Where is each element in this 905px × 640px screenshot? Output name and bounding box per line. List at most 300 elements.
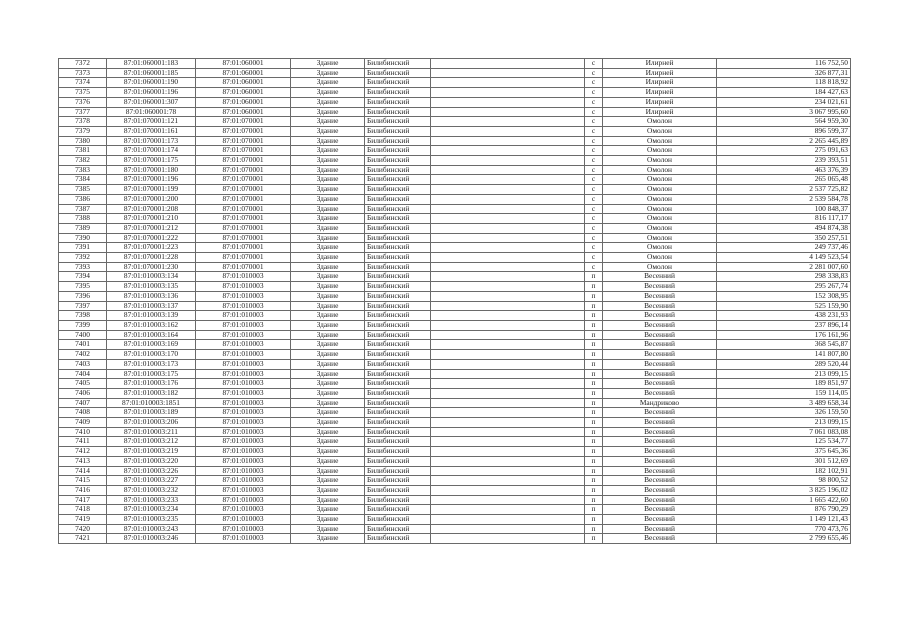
settlement-type-cell: п [585, 418, 603, 428]
cadastral-number-cell: 87:01:010003:189 [107, 408, 196, 418]
table-row [59, 408, 851, 418]
table-row [59, 437, 851, 447]
cadastral-block-cell: 87:01:010003 [196, 524, 291, 534]
district-cell: Билибинский [365, 495, 431, 505]
table-row [59, 320, 851, 330]
object-type-cell: Здание [291, 262, 365, 272]
address-blank-cell [431, 146, 585, 156]
cadastral-block-cell: 87:01:070001 [196, 185, 291, 195]
settlement-type-cell: п [585, 534, 603, 544]
cadastral-number-cell: 87:01:070001:173 [107, 136, 196, 146]
district-cell: Билибинский [365, 282, 431, 292]
cadastral-number-cell: 87:01:070001:222 [107, 233, 196, 243]
cadastral-number-cell: 87:01:070001:175 [107, 156, 196, 166]
cadastral-number-cell: 87:01:010003:173 [107, 359, 196, 369]
table-row [59, 369, 851, 379]
table-row [59, 311, 851, 321]
cadastral-block-cell: 87:01:010003 [196, 476, 291, 486]
district-cell: Билибинский [365, 427, 431, 437]
settlement-type-cell: с [585, 78, 603, 88]
district-cell: Билибинский [365, 272, 431, 282]
district-cell: Билибинский [365, 204, 431, 214]
table-row [59, 117, 851, 127]
settlement-type-cell: п [585, 311, 603, 321]
cadastral-number-cell: 87:01:070001:210 [107, 214, 196, 224]
object-type-cell: Здание [291, 117, 365, 127]
cadastral-number-cell: 87:01:010003:246 [107, 534, 196, 544]
cadastral-number-cell: 87:01:060001:307 [107, 97, 196, 107]
table-row [59, 136, 851, 146]
object-type-cell: Здание [291, 320, 365, 330]
row-number-cell: 7396 [59, 291, 107, 301]
row-number-cell: 7393 [59, 262, 107, 272]
cadastral-block-cell: 87:01:070001 [196, 126, 291, 136]
object-type-cell: Здание [291, 223, 365, 233]
address-blank-cell [431, 447, 585, 457]
cadastral-block-cell: 87:01:070001 [196, 194, 291, 204]
row-number-cell: 7420 [59, 524, 107, 534]
cadastral-value-cell: 1 665 422,60 [717, 495, 851, 505]
cadastral-block-cell: 87:01:070001 [196, 156, 291, 166]
object-type-cell: Здание [291, 253, 365, 263]
cadastral-number-cell: 87:01:010003:220 [107, 456, 196, 466]
settlement-type-cell: п [585, 437, 603, 447]
object-type-cell: Здание [291, 379, 365, 389]
table-row [59, 194, 851, 204]
settlement-type-cell: п [585, 495, 603, 505]
object-type-cell: Здание [291, 398, 365, 408]
district-cell: Билибинский [365, 88, 431, 98]
cadastral-value-cell: 1 149 121,43 [717, 515, 851, 525]
cadastral-value-cell: 265 065,48 [717, 175, 851, 185]
settlement-type-cell: п [585, 330, 603, 340]
settlement-name-cell: Омолон [603, 185, 717, 195]
cadastral-block-cell: 87:01:010003 [196, 505, 291, 515]
cadastral-number-cell: 87:01:010003:169 [107, 340, 196, 350]
cadastral-number-cell: 87:01:070001:230 [107, 262, 196, 272]
district-cell: Билибинский [365, 136, 431, 146]
table-row [59, 262, 851, 272]
settlement-name-cell: Весенний [603, 369, 717, 379]
settlement-name-cell: Весенний [603, 311, 717, 321]
settlement-type-cell: с [585, 136, 603, 146]
cadastral-value-cell: 525 159,90 [717, 301, 851, 311]
object-type-cell: Здание [291, 175, 365, 185]
row-number-cell: 7379 [59, 126, 107, 136]
row-number-cell: 7398 [59, 311, 107, 321]
cadastral-value-cell: 184 427,63 [717, 88, 851, 98]
object-type-cell: Здание [291, 408, 365, 418]
cadastral-number-cell: 87:01:070001:161 [107, 126, 196, 136]
cadastral-block-cell: 87:01:060001 [196, 68, 291, 78]
address-blank-cell [431, 136, 585, 146]
settlement-type-cell: п [585, 388, 603, 398]
cadastral-value-cell: 368 545,87 [717, 340, 851, 350]
address-blank-cell [431, 233, 585, 243]
row-number-cell: 7402 [59, 350, 107, 360]
district-cell: Билибинский [365, 156, 431, 166]
address-blank-cell [431, 350, 585, 360]
row-number-cell: 7384 [59, 175, 107, 185]
row-number-cell: 7404 [59, 369, 107, 379]
district-cell: Билибинский [365, 320, 431, 330]
row-number-cell: 7413 [59, 456, 107, 466]
settlement-type-cell: с [585, 165, 603, 175]
settlement-type-cell: п [585, 379, 603, 389]
cadastral-block-cell: 87:01:010003 [196, 485, 291, 495]
settlement-name-cell: Весенний [603, 515, 717, 525]
cadastral-block-cell: 87:01:070001 [196, 243, 291, 253]
cadastral-block-cell: 87:01:010003 [196, 369, 291, 379]
object-type-cell: Здание [291, 156, 365, 166]
cadastral-value-cell: 3 067 995,60 [717, 107, 851, 117]
object-type-cell: Здание [291, 418, 365, 428]
object-type-cell: Здание [291, 126, 365, 136]
cadastral-value-cell: 234 021,61 [717, 97, 851, 107]
cadastral-number-cell: 87:01:010003:139 [107, 311, 196, 321]
cadastral-block-cell: 87:01:010003 [196, 311, 291, 321]
cadastral-block-cell: 87:01:070001 [196, 146, 291, 156]
object-type-cell: Здание [291, 68, 365, 78]
cadastral-number-cell: 87:01:010003:243 [107, 524, 196, 534]
cadastral-number-cell: 87:01:010003:226 [107, 466, 196, 476]
address-blank-cell [431, 398, 585, 408]
cadastral-block-cell: 87:01:070001 [196, 253, 291, 263]
settlement-name-cell: Весенний [603, 524, 717, 534]
object-type-cell: Здание [291, 97, 365, 107]
table-row [59, 330, 851, 340]
table-row [59, 388, 851, 398]
settlement-name-cell: Весенний [603, 495, 717, 505]
settlement-name-cell: Весенний [603, 437, 717, 447]
row-number-cell: 7415 [59, 476, 107, 486]
settlement-name-cell: Илирней [603, 68, 717, 78]
settlement-type-cell: п [585, 476, 603, 486]
settlement-type-cell: п [585, 340, 603, 350]
cadastral-block-cell: 87:01:010003 [196, 320, 291, 330]
row-number-cell: 7391 [59, 243, 107, 253]
table-row [59, 534, 851, 544]
cadastral-block-cell: 87:01:010003 [196, 534, 291, 544]
row-number-cell: 7385 [59, 185, 107, 195]
register-sheet [58, 58, 850, 544]
cadastral-value-cell: 2 799 655,46 [717, 534, 851, 544]
table-row [59, 427, 851, 437]
table-row [59, 340, 851, 350]
cadastral-value-cell: 301 512,69 [717, 456, 851, 466]
settlement-type-cell: с [585, 97, 603, 107]
cadastral-block-cell: 87:01:010003 [196, 466, 291, 476]
cadastral-value-cell: 3 825 196,02 [717, 485, 851, 495]
cadastral-value-cell: 275 091,63 [717, 146, 851, 156]
object-type-cell: Здание [291, 185, 365, 195]
cadastral-number-cell: 87:01:010003:233 [107, 495, 196, 505]
district-cell: Билибинский [365, 447, 431, 457]
row-number-cell: 7381 [59, 146, 107, 156]
row-number-cell: 7403 [59, 359, 107, 369]
row-number-cell: 7405 [59, 379, 107, 389]
cadastral-block-cell: 87:01:010003 [196, 359, 291, 369]
object-type-cell: Здание [291, 243, 365, 253]
object-type-cell: Здание [291, 146, 365, 156]
settlement-type-cell: п [585, 524, 603, 534]
cadastral-value-cell: 3 489 658,34 [717, 398, 851, 408]
object-type-cell: Здание [291, 78, 365, 88]
settlement-name-cell: Весенний [603, 485, 717, 495]
object-type-cell: Здание [291, 427, 365, 437]
cadastral-number-cell: 87:01:070001:208 [107, 204, 196, 214]
row-number-cell: 7374 [59, 78, 107, 88]
address-blank-cell [431, 78, 585, 88]
district-cell: Билибинский [365, 262, 431, 272]
cadastral-number-cell: 87:01:070001:199 [107, 185, 196, 195]
cadastral-value-cell: 7 061 083,08 [717, 427, 851, 437]
row-number-cell: 7400 [59, 330, 107, 340]
cadastral-value-cell: 152 308,95 [717, 291, 851, 301]
cadastral-value-cell: 141 807,80 [717, 350, 851, 360]
object-type-cell: Здание [291, 437, 365, 447]
row-number-cell: 7397 [59, 301, 107, 311]
table-row [59, 107, 851, 117]
cadastral-number-cell: 87:01:010003:134 [107, 272, 196, 282]
cadastral-value-cell: 125 534,77 [717, 437, 851, 447]
settlement-type-cell: с [585, 126, 603, 136]
settlement-name-cell: Илирней [603, 97, 717, 107]
cadastral-value-cell: 896 599,37 [717, 126, 851, 136]
address-blank-cell [431, 97, 585, 107]
object-type-cell: Здание [291, 291, 365, 301]
settlement-type-cell: п [585, 320, 603, 330]
cadastral-number-cell: 87:01:070001:180 [107, 165, 196, 175]
cadastral-value-cell: 350 257,51 [717, 233, 851, 243]
object-type-cell: Здание [291, 214, 365, 224]
table-row [59, 126, 851, 136]
row-number-cell: 7394 [59, 272, 107, 282]
cadastral-block-cell: 87:01:070001 [196, 117, 291, 127]
address-blank-cell [431, 456, 585, 466]
table-row [59, 185, 851, 195]
object-type-cell: Здание [291, 204, 365, 214]
settlement-type-cell: п [585, 466, 603, 476]
settlement-name-cell: Весенний [603, 359, 717, 369]
settlement-type-cell: с [585, 107, 603, 117]
settlement-name-cell: Весенний [603, 350, 717, 360]
cadastral-block-cell: 87:01:070001 [196, 165, 291, 175]
cadastral-block-cell: 87:01:070001 [196, 204, 291, 214]
address-blank-cell [431, 156, 585, 166]
row-number-cell: 7414 [59, 466, 107, 476]
address-blank-cell [431, 301, 585, 311]
settlement-name-cell: Весенний [603, 456, 717, 466]
table-row [59, 78, 851, 88]
district-cell: Билибинский [365, 340, 431, 350]
cadastral-block-cell: 87:01:010003 [196, 398, 291, 408]
table-row [59, 97, 851, 107]
district-cell: Билибинский [365, 369, 431, 379]
address-blank-cell [431, 126, 585, 136]
object-type-cell: Здание [291, 350, 365, 360]
object-type-cell: Здание [291, 505, 365, 515]
address-blank-cell [431, 282, 585, 292]
district-cell: Билибинский [365, 359, 431, 369]
district-cell: Билибинский [365, 301, 431, 311]
district-cell: Билибинский [365, 524, 431, 534]
settlement-name-cell: Омолон [603, 243, 717, 253]
district-cell: Билибинский [365, 243, 431, 253]
object-type-cell: Здание [291, 301, 365, 311]
row-number-cell: 7416 [59, 485, 107, 495]
district-cell: Билибинский [365, 194, 431, 204]
district-cell: Билибинский [365, 437, 431, 447]
cadastral-value-cell: 237 896,14 [717, 320, 851, 330]
cadastral-number-cell: 87:01:010003:182 [107, 388, 196, 398]
table-row [59, 214, 851, 224]
object-type-cell: Здание [291, 88, 365, 98]
cadastral-number-cell: 87:01:010003:176 [107, 379, 196, 389]
settlement-name-cell: Омолон [603, 165, 717, 175]
row-number-cell: 7401 [59, 340, 107, 350]
table-row [59, 233, 851, 243]
table-row [59, 350, 851, 360]
table-row [59, 485, 851, 495]
cadastral-number-cell: 87:01:060001:190 [107, 78, 196, 88]
cadastral-value-cell: 213 099,15 [717, 369, 851, 379]
row-number-cell: 7421 [59, 534, 107, 544]
settlement-name-cell: Весенний [603, 282, 717, 292]
cadastral-number-cell: 87:01:010003:162 [107, 320, 196, 330]
settlement-name-cell: Весенний [603, 320, 717, 330]
cadastral-value-cell: 876 790,29 [717, 505, 851, 515]
table-row [59, 398, 851, 408]
row-number-cell: 7412 [59, 447, 107, 457]
address-blank-cell [431, 359, 585, 369]
settlement-name-cell: Омолон [603, 262, 717, 272]
table-row [59, 379, 851, 389]
settlement-type-cell: п [585, 398, 603, 408]
table-row [59, 204, 851, 214]
district-cell: Билибинский [365, 146, 431, 156]
row-number-cell: 7417 [59, 495, 107, 505]
row-number-cell: 7411 [59, 437, 107, 447]
settlement-name-cell: Омолон [603, 233, 717, 243]
address-blank-cell [431, 311, 585, 321]
settlement-name-cell: Весенний [603, 291, 717, 301]
district-cell: Билибинский [365, 534, 431, 544]
settlement-type-cell: с [585, 175, 603, 185]
object-type-cell: Здание [291, 456, 365, 466]
settlement-type-cell: с [585, 185, 603, 195]
cadastral-block-cell: 87:01:070001 [196, 262, 291, 272]
cadastral-block-cell: 87:01:010003 [196, 388, 291, 398]
cadastral-value-cell: 816 117,17 [717, 214, 851, 224]
cadastral-block-cell: 87:01:010003 [196, 330, 291, 340]
address-blank-cell [431, 165, 585, 175]
address-blank-cell [431, 291, 585, 301]
cadastral-number-cell: 87:01:070001:174 [107, 146, 196, 156]
address-blank-cell [431, 262, 585, 272]
cadastral-block-cell: 87:01:060001 [196, 78, 291, 88]
register-table-body [59, 59, 851, 544]
cadastral-value-cell: 326 159,50 [717, 408, 851, 418]
row-number-cell: 7399 [59, 320, 107, 330]
settlement-name-cell: Илирней [603, 88, 717, 98]
cadastral-block-cell: 87:01:070001 [196, 214, 291, 224]
settlement-type-cell: п [585, 427, 603, 437]
settlement-name-cell: Омолон [603, 146, 717, 156]
settlement-name-cell: Омолон [603, 204, 717, 214]
district-cell: Билибинский [365, 466, 431, 476]
cadastral-number-cell: 87:01:010003:219 [107, 447, 196, 457]
cadastral-value-cell: 98 800,52 [717, 476, 851, 486]
cadastral-block-cell: 87:01:070001 [196, 233, 291, 243]
table-row [59, 359, 851, 369]
cadastral-value-cell: 118 818,92 [717, 78, 851, 88]
settlement-name-cell: Весенний [603, 466, 717, 476]
cadastral-value-cell: 494 874,38 [717, 223, 851, 233]
settlement-type-cell: с [585, 59, 603, 69]
district-cell: Билибинский [365, 418, 431, 428]
cadastral-value-cell: 2 539 584,78 [717, 194, 851, 204]
district-cell: Билибинский [365, 214, 431, 224]
settlement-name-cell: Илирней [603, 107, 717, 117]
settlement-type-cell: п [585, 301, 603, 311]
object-type-cell: Здание [291, 136, 365, 146]
table-row [59, 68, 851, 78]
table-row [59, 59, 851, 69]
cadastral-block-cell: 87:01:010003 [196, 408, 291, 418]
object-type-cell: Здание [291, 272, 365, 282]
cadastral-number-cell: 87:01:010003:170 [107, 350, 196, 360]
object-type-cell: Здание [291, 476, 365, 486]
cadastral-value-cell: 176 161,96 [717, 330, 851, 340]
cadastral-value-cell: 213 099,15 [717, 418, 851, 428]
address-blank-cell [431, 88, 585, 98]
settlement-type-cell: п [585, 408, 603, 418]
cadastral-value-cell: 2 265 445,89 [717, 136, 851, 146]
row-number-cell: 7406 [59, 388, 107, 398]
settlement-type-cell: п [585, 505, 603, 515]
cadastral-value-cell: 564 959,30 [717, 117, 851, 127]
address-blank-cell [431, 437, 585, 447]
settlement-name-cell: Весенний [603, 340, 717, 350]
cadastral-value-cell: 770 473,76 [717, 524, 851, 534]
district-cell: Билибинский [365, 117, 431, 127]
table-row [59, 456, 851, 466]
address-blank-cell [431, 515, 585, 525]
row-number-cell: 7407 [59, 398, 107, 408]
address-blank-cell [431, 427, 585, 437]
settlement-name-cell: Весенний [603, 418, 717, 428]
row-number-cell: 7388 [59, 214, 107, 224]
row-number-cell: 7390 [59, 233, 107, 243]
row-number-cell: 7378 [59, 117, 107, 127]
settlement-type-cell: с [585, 88, 603, 98]
cadastral-number-cell: 87:01:070001:212 [107, 223, 196, 233]
cadastral-number-cell: 87:01:010003:136 [107, 291, 196, 301]
row-number-cell: 7382 [59, 156, 107, 166]
settlement-name-cell: Омолон [603, 253, 717, 263]
settlement-name-cell: Омолон [603, 136, 717, 146]
district-cell: Билибинский [365, 476, 431, 486]
cadastral-value-cell: 249 737,46 [717, 243, 851, 253]
cadastral-number-cell: 87:01:010003:164 [107, 330, 196, 340]
district-cell: Билибинский [365, 388, 431, 398]
cadastral-number-cell: 87:01:070001:121 [107, 117, 196, 127]
settlement-type-cell: п [585, 359, 603, 369]
cadastral-block-cell: 87:01:010003 [196, 456, 291, 466]
district-cell: Билибинский [365, 59, 431, 69]
settlement-type-cell: с [585, 253, 603, 263]
